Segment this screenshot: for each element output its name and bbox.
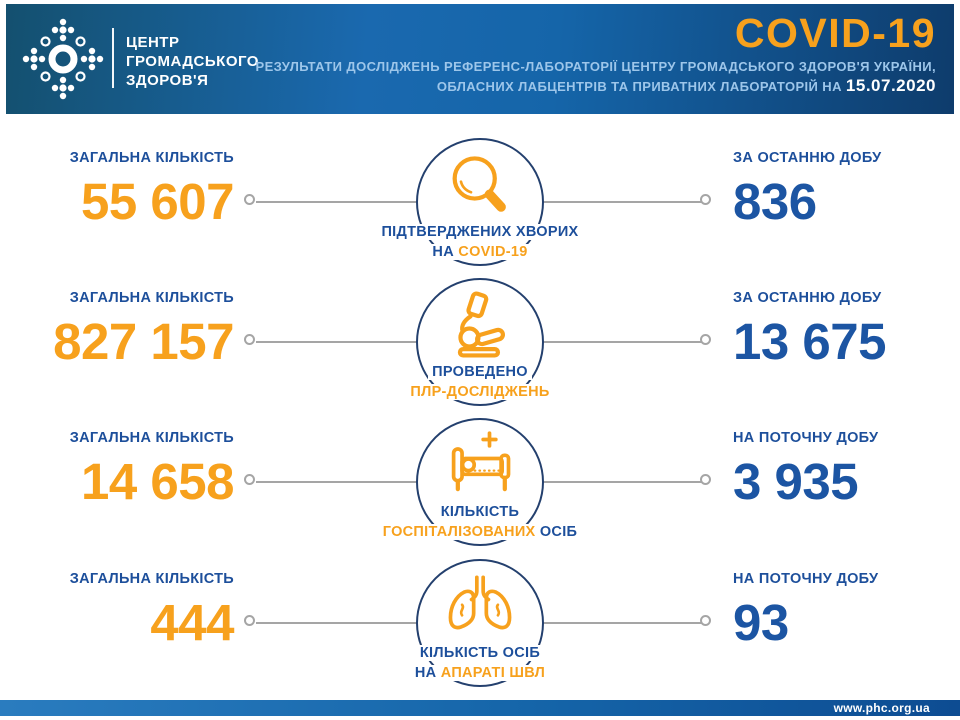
total-block	[0, 134, 234, 230]
daily-value: 3 935	[733, 453, 859, 510]
daily-label: НА ПОТОЧНУ ДОБУ	[733, 571, 879, 587]
org-name-line2: ГРОМАДСЬКОГО	[126, 53, 259, 70]
total-block	[0, 274, 234, 370]
caption-line1: ПРОВЕДЕНО	[428, 364, 532, 380]
caption-line2: НА АПАРАТІ ШВЛ	[411, 665, 549, 681]
org-name	[126, 33, 259, 90]
daily-label: ЗА ОСТАННЮ ДОБУ	[733, 290, 882, 306]
category-caption	[255, 362, 705, 402]
subtitle-line2-text: ОБЛАСНИХ ЛАБЦЕНТРІВ ТА ПРИВАТНИХ ЛАБОРАТОРІЙ НА	[436, 79, 842, 94]
caption-line1: ПІДТВЕРДЖЕНИХ ХВОРИХ	[377, 224, 582, 240]
connector-dot-right	[700, 615, 711, 626]
daily-label: НА ПОТОЧНУ ДОБУ	[733, 430, 879, 446]
connector-dot-left	[244, 474, 255, 485]
total-value: 14 658	[81, 453, 234, 510]
category-caption	[255, 643, 705, 683]
caption-line1: КІЛЬКІСТЬ	[437, 504, 523, 520]
total-label: ЗАГАЛЬНА КІЛЬКІСТЬ	[69, 150, 234, 166]
subtitle-line2	[256, 76, 936, 96]
total-label: ЗАГАЛЬНА КІЛЬКІСТЬ	[69, 290, 234, 306]
connector-dot-left	[244, 334, 255, 345]
total-label: ЗАГАЛЬНА КІЛЬКІСТЬ	[69, 571, 234, 587]
daily-value: 836	[733, 173, 817, 230]
connector-dot-right	[700, 334, 711, 345]
daily-value: 13 675	[733, 313, 886, 370]
website-url: www.phc.org.ua	[833, 701, 930, 715]
daily-block	[733, 555, 959, 651]
daily-block	[733, 134, 959, 230]
stat-row-hospitalized	[0, 414, 960, 552]
total-value: 827 157	[53, 313, 234, 370]
caption-line2: ПЛР-ДОСЛІДЖЕНЬ	[406, 384, 553, 400]
daily-block	[733, 274, 959, 370]
caption-line1: КІЛЬКІСТЬ ОСІБ	[416, 645, 544, 661]
daily-value: 93	[733, 594, 789, 651]
total-value: 55 607	[81, 173, 234, 230]
header-band	[6, 4, 954, 114]
stat-row-pcr-tests	[0, 274, 960, 412]
total-value: 444	[150, 594, 234, 651]
logo-divider	[112, 28, 114, 88]
stat-row-confirmed	[0, 134, 960, 272]
daily-label: ЗА ОСТАННЮ ДОБУ	[733, 150, 882, 166]
caption-line2: ГОСПІТАЛІЗОВАНИХ ОСІБ	[379, 524, 582, 540]
phc-logo-icon	[18, 14, 108, 104]
org-name-line1: ЦЕНТР	[126, 34, 180, 51]
stat-row-ventilator	[0, 555, 960, 693]
daily-block	[733, 414, 959, 510]
header-right-block	[256, 9, 936, 96]
microscope-icon	[442, 290, 518, 366]
lungs-icon	[442, 571, 518, 647]
report-date: 15.07.2020	[845, 76, 936, 95]
connector-dot-right	[700, 474, 711, 485]
total-block	[0, 414, 234, 510]
org-name-line3: ЗДОРОВ'Я	[126, 72, 209, 89]
subtitle-line1: РЕЗУЛЬТАТИ ДОСЛІДЖЕНЬ РЕФЕРЕНС-ЛАБОРАТОРІЇ ЦЕНТРУ ГРОМАДСЬКОГО ЗДОРОВ'Я УКРАЇНИ,	[255, 59, 936, 74]
magnifier-icon	[442, 150, 518, 226]
caption-line2: НА COVID-19	[428, 244, 531, 260]
category-caption	[255, 222, 705, 262]
connector-dot-left	[244, 194, 255, 205]
page-title: COVID-19	[734, 10, 936, 56]
footer-bar	[0, 700, 960, 716]
hospital-bed-icon	[442, 430, 518, 506]
total-block	[0, 555, 234, 651]
connector-dot-left	[244, 615, 255, 626]
total-label: ЗАГАЛЬНА КІЛЬКІСТЬ	[69, 430, 234, 446]
category-caption	[255, 502, 705, 542]
connector-dot-right	[700, 194, 711, 205]
